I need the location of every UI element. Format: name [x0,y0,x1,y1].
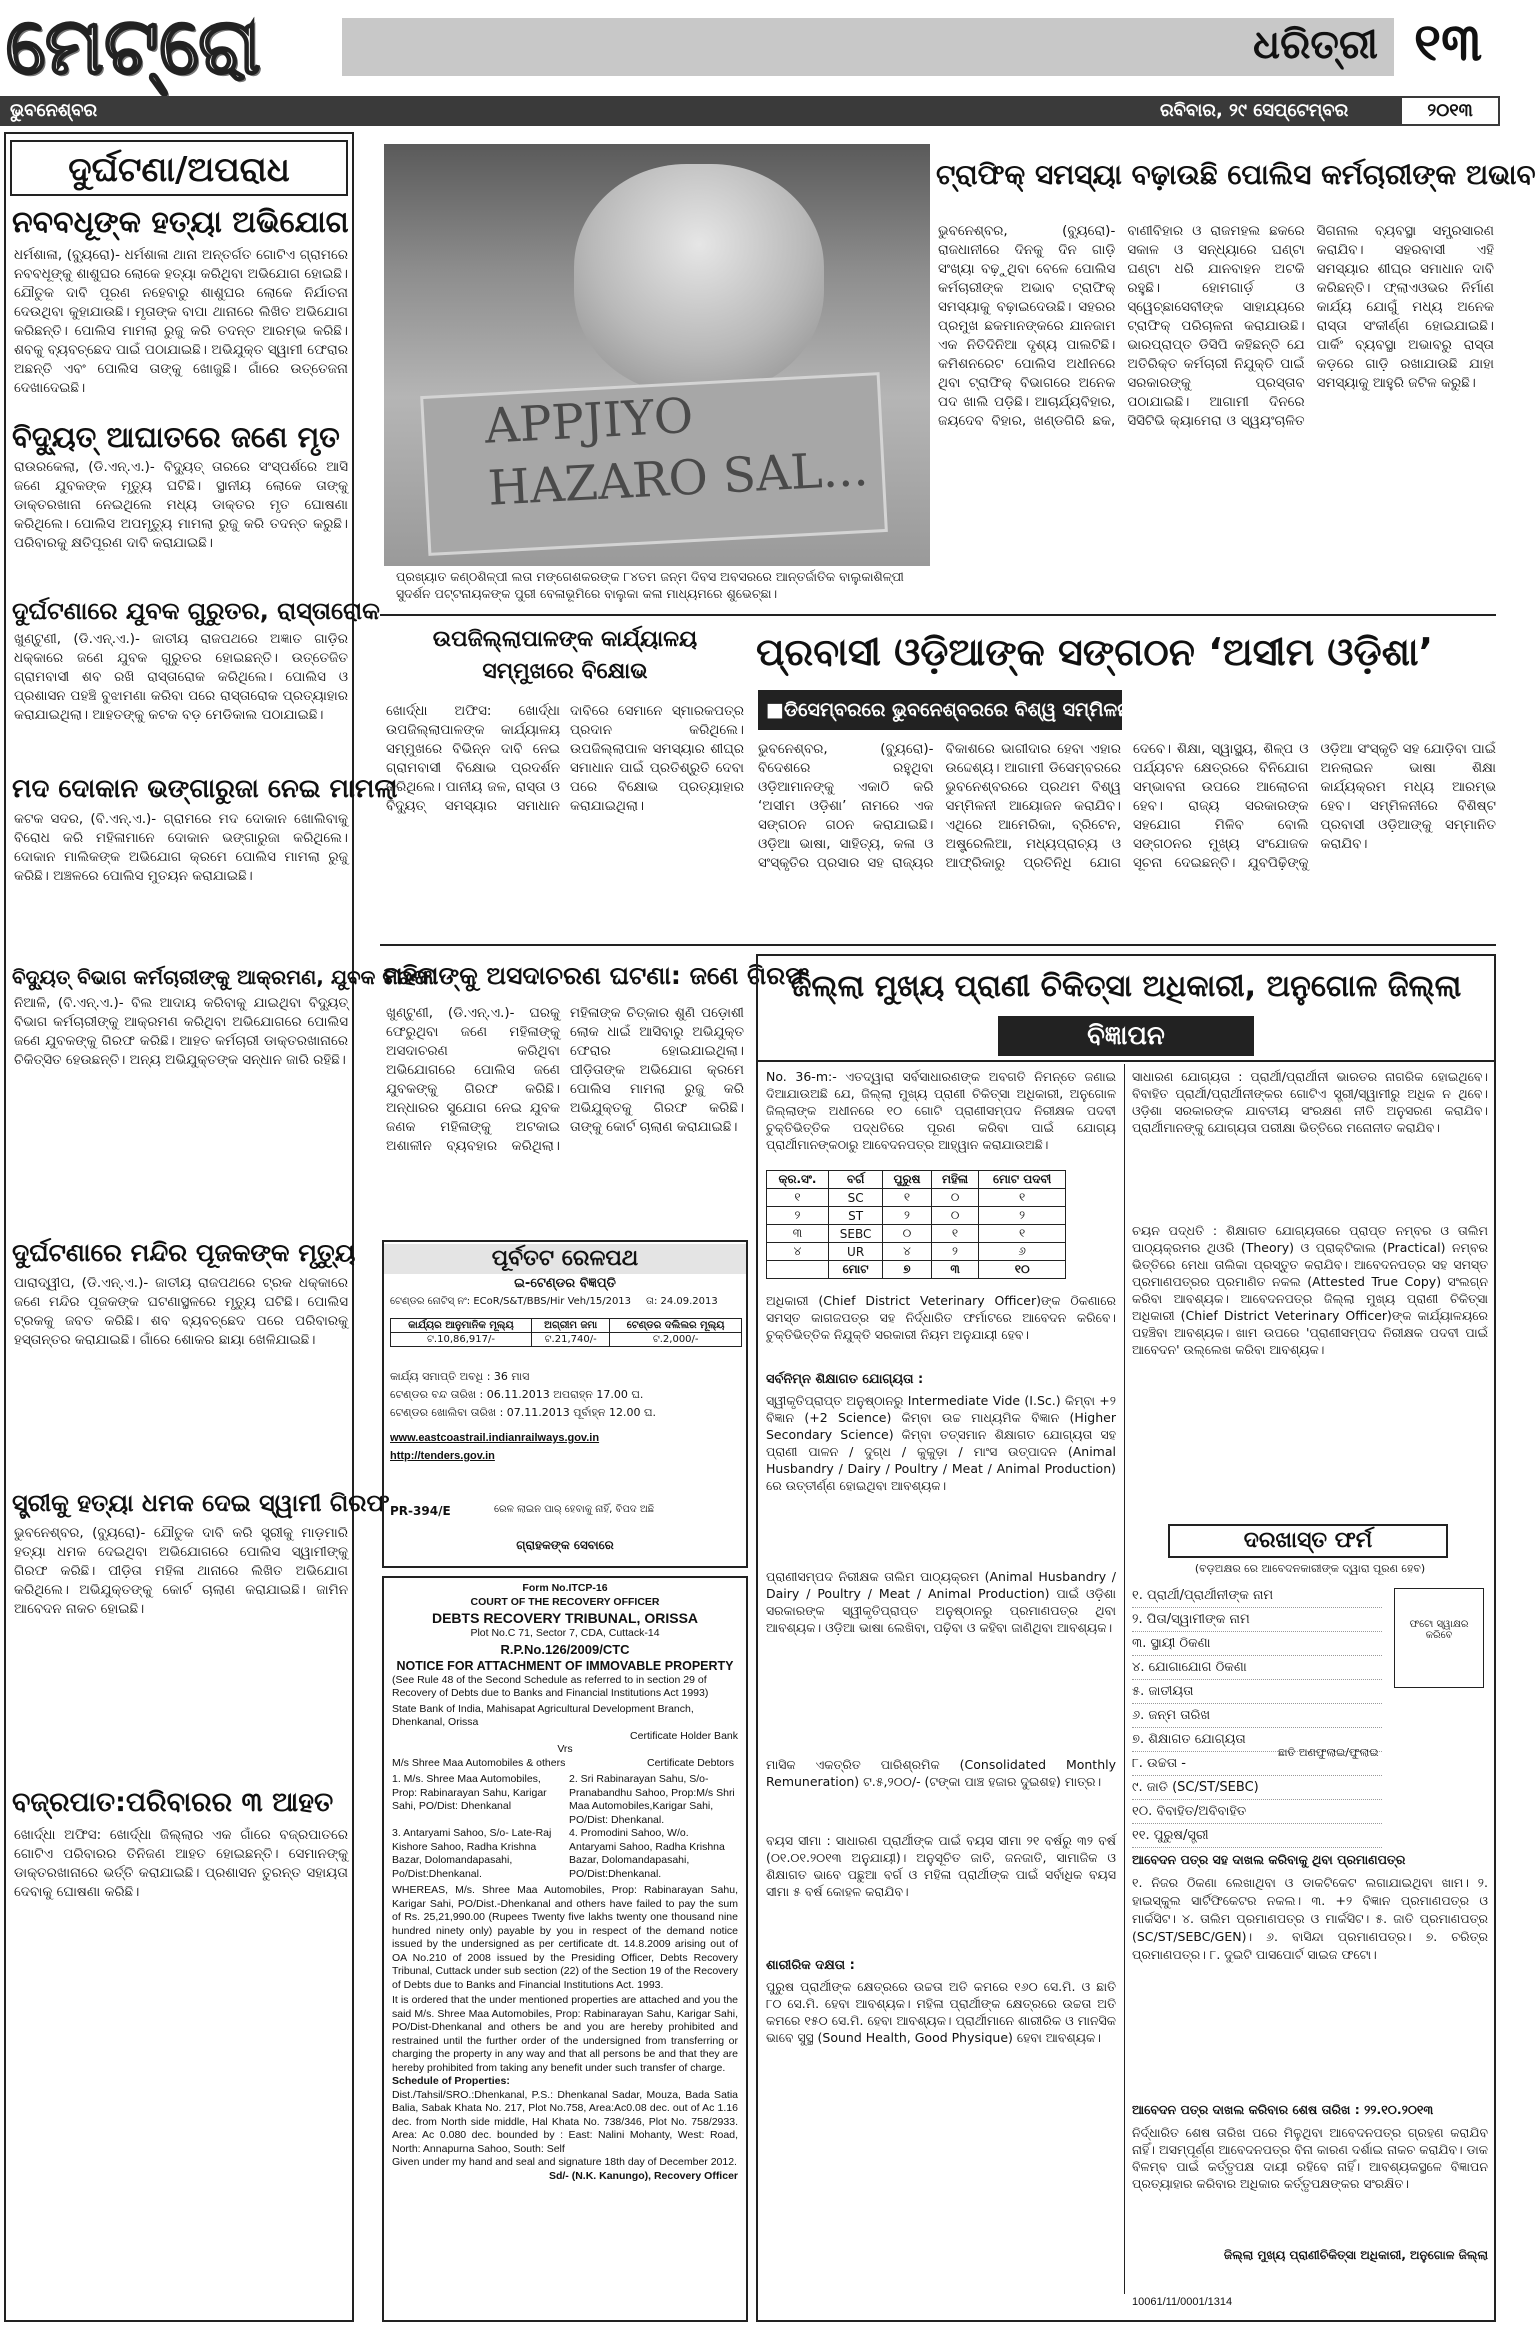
drt-bank: State Bank of India, Mahisapat Agricultural Development Branch, Dhenkanal, Orissa [392,1702,694,1728]
pravasi-subhead: ■ଡିସେମ୍ବରରେ ଭୁବନେଶ୍ବରରେ ବିଶ୍ୱ ସମ୍ମିଳନୀ [758,690,1122,730]
drt-party: 1. M/s. Shree Maa Automobiles, Prop: Rabinarayan Sahu, Karigar Sahi, PO/Dist: Dhenkanal [392,1773,547,1812]
table-cell: ୨ [931,1243,979,1261]
table-row [767,1171,1066,1189]
photo-caption: ପ୍ରଖ୍ୟାତ କଣ୍ଠଶିଳ୍ପୀ ଲତା ମଙ୍ଗେଶକରଙ୍କ ୮୪ତମ ଜନ୍ମ ଦିବସ ଅବସରରେ ଆନ୍ତର୍ଜାତିକ ବାଲୁକାଶିଳ୍ପୀ ସୁଦର୍ଶନ ପଟ୍ଟନାୟକଙ୍କ ପୁରୀ ବେଳାଭୂମିରେ ବାଲୁକା କଳା ମାଧ୍ୟମରେ ଶୁଭେଚ୍ଛା। [396,569,904,601]
story-headline: ଦୁର୍ଘଟଣାରେ ଯୁବକ ଗୁରୁତର, ରାସ୍ତାରୋକ [12,597,380,625]
vet-closing-note: ନିର୍ଦ୍ଧାରିତ ଶେଷ ତାରିଖ ପରେ ମିଳୁଥିବା ଆବେଦନପତ୍ର ଗ୍ରହଣ କରାଯିବ ନାହିଁ। ଅସମ୍ପୂର୍ଣ୍ଣ ଆବେଦନପତ୍ର ବିନା କାରଣ ଦର୍ଶାଇ ନାକଚ କରାଯିବ। ଡାକ ବିଳମ୍ବ ପାଇଁ କର୍ତ୍ତୃପକ୍ଷ ଦାୟୀ ରହିବେ ନାହିଁ। ଆବଶ୍ୟକସ୍ଥଳେ ବିଜ୍ଞାପନ ପ୍ରତ୍ୟାହାର କରିବାର ଅଧିକାର କର୍ତ୍ତୃପକ୍ଷଙ୍କର ସଂରକ୍ଷିତ। [1132,2125,1488,2191]
vet-right-1: ସାଧାରଣ ଯୋଗ୍ୟତା : ପ୍ରାର୍ଥୀ/ପ୍ରାର୍ଥୀନୀ ଭାରତର ନାଗରିକ ହୋଇଥିବେ। ବିବାହିତ ପ୍ରାର୍ଥୀ/ପ୍ରାର୍ଥୀନୀଙ୍କର ଗୋଟିଏ ସ୍ତ୍ରୀ/ସ୍ୱାମୀରୁ ଅଧିକ ନ ଥିବେ। ଓଡ଼ିଶା ସରକାରଙ୍କ ଯାବତୀୟ ସଂରକ୍ଷଣ ନୀତି ଅନୁସରଣ କରାଯିବ। ପ୍ରାର୍ଥୀମାନଙ୍କୁ ଯୋଗ୍ୟତା ପରୀକ୍ଷା ଭିତ୍ତିରେ ମନୋନୀତ କରାଯିବ। [1132,1069,1488,1135]
drt-party: 3. Antaryami Sahoo, S/o- Late-Raj Kishore Sahoo, Radha Krishna Bazar, Dolomandapasahi, Po/Dist:Dhenkanal. [392,1827,552,1880]
vet-physical-title: ଶାରୀରିକ ଦକ୍ଷତା : [766,1958,855,1973]
table-cell: ୭ [883,1261,932,1279]
table-row [767,1225,1066,1243]
drt-vrs: Vrs [557,1743,573,1755]
drt-tribunal: DEBTS RECOVERY TRIBUNAL, ORISSA [431,1610,699,1626]
divider [758,1060,1494,1062]
table-cell: SC [828,1189,882,1207]
website-link[interactable]: http://tenders.gov.in [390,1450,495,1462]
story-body: ନିଆଳି, (ବି.ଏନ୍.ଏ.)- ବିଲ ଆଦାୟ କରିବାକୁ ଯାଇଥିବା ବିଦ୍ୟୁତ୍ ବିଭାଗ କର୍ମଚାରୀଙ୍କୁ ଆକ୍ରମଣ କରିଥିବା ଅଭିଯୋଗରେ ପୋଲିସ ଜଣେ ଯୁବକଙ୍କୁ ଗିରଫ କରିଛି। ଆହତ କର୍ମଚାରୀ ଡାକ୍ତରଖାନାରେ ଚିକିତ୍ସିତ ହେଉଛନ୍ତି। ଅନ୍ୟ ଅଭିଯୁକ୍ତଙ୍କ ସନ୍ଧାନ ଜାରି ରହିଛି। [14,995,348,1068]
drt-given: Given under my hand and seal and signature 18th day of December 2012. [392,2156,737,2168]
story-body: ଖୁଣ୍ଟୁଣୀ, (ଡି.ଏନ୍.ଏ.)- ଜାତୀୟ ରାଜପଥରେ ଅଜ୍ଞାତ ଗାଡ଼ିର ଧକ୍କାରେ ଜଣେ ଯୁବକ ଗୁରୁତର ହୋଇଛନ୍ତି। ଉତ୍ତେଜିତ ଗ୍ରାମବାସୀ ଶବ ରଖି ରାସ୍ତାରୋକ କରିଥିଲେ। ପୋଲିସ ଓ ପ୍ରଶାସନ ପହଞ୍ଚି ବୁଝାମଣା କରିବା ପରେ ରାସ୍ତାରୋକ ପ୍ରତ୍ୟାହାର କରାଯାଇଥିଲା। ଆହତଙ୍କୁ କଟକ ବଡ଼ ମେଡିକାଲ ପଠାଯାଇଛି। [14,631,348,723]
sand-art-photo [384,144,930,566]
paper-title: ମେଟ୍ରୋ [6,2,262,92]
table-header: ବର୍ଗ [828,1171,882,1189]
divider [1124,1064,1125,2294]
chest-label: ଛାତି ଅଣଫୁଲାଇ/ଫୁଲାଇ [1278,1746,1379,1759]
table-row [767,1189,1066,1207]
form-field: ୪. ଯୋଗାଯୋଗ ଠିକଣା [1132,1656,1382,1680]
pravasi-headline: ପ୍ରବାସୀ ଓଡ଼ିଆଙ୍କ ସଙ୍ଗଠନ ‘ଅସୀମ ଓଡ଼ିଶା’ [756,630,1434,674]
tender-table [390,1318,742,1347]
table-cell: ଟ.21,740/- [531,1333,609,1347]
table-cell: ୬ [979,1243,1066,1261]
crime-section-title: ଦୁର୍ଘଟଣା/ଅପରାଧ [10,140,348,196]
drt-address: Plot No.C 71, Sector 7, CDA, Cuttack-14 [470,1627,660,1639]
sign-line-2: HAZARO SAL... [486,440,870,517]
vet-enclosures-title: ଆବେଦନ ପତ୍ର ସହ ଦାଖଲ କରିବାକୁ ଥିବା ପ୍ରମାଣପତ୍ର [1132,1852,1406,1867]
form-field: ୫. ଜାତୀୟତା [1132,1680,1382,1704]
story-headline: ସ୍ତ୍ରୀକୁ ହତ୍ୟା ଧମକ ଦେଇ ସ୍ୱାମୀ ଗିରଫ [12,1489,390,1517]
table-cell [767,1261,829,1279]
story-headline: ବିଦ୍ୟୁତ୍ ଆଘାତରେ ଜଣେ ମୃତ [12,420,340,454]
drt-court: COURT OF THE RECOVERY OFFICER [470,1595,660,1608]
table-cell: ୧ [883,1189,932,1207]
sign-line-1: APPJIYO [483,387,695,455]
table-cell: ୧୦ [979,1261,1066,1279]
sand-sculpture-face [574,164,824,394]
table-cell: ୩ [931,1261,979,1279]
table-row [767,1261,1066,1279]
vet-sign: ଜିଲ୍ଲା ମୁଖ୍ୟ ପ୍ରାଣୀଚିକିତ୍ସା ଅଧିକାରୀ, ଅନୁଗୋଳ ଜିଲ୍ଲା [1223,2248,1488,2262]
story-headline: ମଦ ଦୋକାନ ଭଙ୍ଗାରୁଜା ନେଇ ମାମଲା [12,774,398,804]
story-body: ଧର୍ମଶାଳା, (ବ୍ୟୁରୋ)- ଧର୍ମଶାଳା ଥାନା ଅନ୍ତର୍ଗତ ଗୋଟିଏ ଗ୍ରାମରେ ନବବଧୂଙ୍କୁ ଶାଶୁଘର ଲୋକେ ହତ୍ୟା କରିଥିବା ଅଭିଯୋଗ ହୋଇଛି। ଯୌତୁକ ଦାବି ପୂରଣ ନହେବାରୁ ଶାଶୁଘର ଲୋକେ ନିର୍ଯାତନା ଦେଉଥିବା କୁହାଯାଉଛି। ମୃତାଙ୍କ ବାପା ଥାନାରେ ଲିଖିତ ଅଭିଯୋଗ କରିଛନ୍ତି। ପୋଲିସ ମାମଲା ରୁଜୁ କରି ତଦନ୍ତ ଆରମ୍ଭ କରିଛି। ଶବକୁ ବ୍ୟବଚ୍ଛେଦ ପାଇଁ ପଠାଯାଇଛି। ଅଭିଯୁକ୍ତ ସ୍ୱାମୀ ଫେରାର ଅଛନ୍ତି ଏବଂ ପୋଲିସ ତାଙ୍କୁ ଖୋଜୁଛି। ଗାଁରେ ଉତ୍ତେଜନା ଦେଖାଦେଇଛି। [14,247,348,396]
table-cell: ୧ [767,1189,829,1207]
traffic-headline: ଟ୍ରାଫିକ୍ ସମସ୍ୟା ବଢ଼ାଉଛି ପୋଲିସ କର୍ମଚାରୀଙ୍କ ଅଭାବ [936,158,1536,191]
divider [380,944,1496,946]
vet-para-2: ପ୍ରାଣୀସମ୍ପଦ ନିରୀକ୍ଷକ ତାଲିମ ପାଠ୍ୟକ୍ରମ (Animal Husbandry / Dairy / Poultry / Meat / Animal Production) ପାଇଁ ଓଡ଼ିଶା ସରକାରଙ୍କ ସ୍ୱୀକୃତିପ୍ରାପ୍ତ ଅନୁଷ୍ଠାନରୁ ପ୍ରମାଣପତ୍ର ଥିବା ଆବଶ୍ୟକ। ଓଡ଼ିଆ ଭାଷା ଲେଖିବା, ପଢ଼ିବା ଓ କହିବା ଜାଣିଥିବା ଆବଶ୍ୟକ। [766,1569,1116,1635]
vet-ad-banner: ବିଜ୍ଞାପନ [998,1016,1254,1056]
vet-salary: ମାସିକ ଏକତ୍ରିତ ପାରିଶ୍ରମିକ (Consolidated Monthly Remuneration) ଟ.୫,୨୦୦/- (ଟଙ୍କା ପାଞ୍ଚ ହଜାର ଦୁଇଶହ) ମାତ୍ର। [766,1757,1116,1789]
drt-debtor-name: M/s Shree Maa Automobiles & others [392,1756,566,1769]
protest-headline [384,624,746,694]
vet-intro: No. 36-m:- ଏତଦ୍ୱାରା ସର୍ବସାଧାରଣଙ୍କ ଅବଗତି ନିମନ୍ତେ ଜଣାଇ ଦିଆଯାଉଅଛି ଯେ, ଜିଲ୍ଲା ମୁଖ୍ୟ ପ୍ରାଣୀ ଚିକିତ୍ସା ଅଧିକାରୀ, ଅନୁଗୋଳ ଜିଲ୍ଲାଙ୍କ ଅଧୀନରେ ୧୦ ଗୋଟି ପ୍ରାଣୀସମ୍ପଦ ନିରୀକ୍ଷକ ପଦବୀ ଚୁକ୍ତିଭିତ୍ତିକ ପଦ୍ଧତିରେ ପୂରଣ କରିବା ପାଇଁ ଯୋଗ୍ୟ ପ୍ରାର୍ଥୀମାନଙ୍କଠାରୁ ଆବେଦନପତ୍ର ଆହ୍ୱାନ କରାଯାଉଅଛି। [766,1069,1116,1152]
drt-parties [392,1773,738,1881]
story-headline: ବିଦ୍ୟୁତ୍ ବିଭାଗ କର୍ମଚାରୀଙ୍କୁ ଆକ୍ରମଣ, ଯୁବକ ଗିରଫ [12,965,433,989]
drt-body-2: It is ordered that the under mentioned properties are attached and you the said M/s. Shree Maa Automobiles, Prop: Rabinarayan Sahu, Karigar Sahi, PO/Dist-Dhenkanal and others be and you are hereby prohibited and restrained until the further order of the undersigned from transferring or charging the property in any way and that all persons be and that they are hereby prohibited from taking any benefit under such transfer of charge. [392,1994,738,2074]
table-cell: UR [828,1243,882,1261]
masthead [0,0,1500,95]
sand-sign [420,372,888,556]
vet-para-1: ଅଧିକାରୀ (Chief District Veterinary Officer)ଙ୍କ ଠିକଣାରେ ସମସ୍ତ କାଗଜପତ୍ର ସହ ନିର୍ଦ୍ଧାରିତ ଫର୍ମାଟରେ ଆବେଦନ କରିବେ। ଚୁକ୍ତିଭିତ୍ତିକ ନିଯୁକ୍ତି ସରକାରୀ ନିୟମ ଅନୁଯାୟୀ ହେବ। [766,1293,1116,1342]
table-cell: ୧ [931,1225,979,1243]
tender-number: ଟେଣ୍ଡର ନୋଟିସ୍ ନଂ: ECoR/S&T/BBS/Hir Veh/15/2013 [390,1296,632,1307]
drt-body: WHEREAS, M/s. Shree Maa Automobiles, Prop: Rabinarayan Sahu, Karigar Sahi, PO/Dist.-Dhenkanal and others have failed to pay the sum of Rs. 25,21,990.00 (Rupees Twenty five lakhs twenty one thousand nine hundred ninety only) payable by you in respect of the demand notice issued by the undersigned as per certificate dt. 14.8.2009 arising out of OA No.210 of 2008 issued by the Presiding Officer, Debts Recovery Tribunal, Cuttack under sub section (22) of the Section 19 of the Recovery of Debts due to Banks and Financial Institutions Act. 1993. [392,1884,738,1991]
website-link[interactable]: www.eastcoastrail.indianrailways.gov.in [390,1432,600,1444]
vet-form-fields [1132,1584,1382,1848]
vet-physical: ପୁରୁଷ ପ୍ରାର୍ଥୀଙ୍କ କ୍ଷେତ୍ରରେ ଉଚ୍ଚତା ଅତି କମରେ ୧୬୦ ସେ.ମି. ଓ ଛାତି ୮୦ ସେ.ମି. ହେବା ଆବଶ୍ୟକ। ମହିଳା ପ୍ରାର୍ଥୀଙ୍କ କ୍ଷେତ୍ରରେ ଉଚ୍ଚତା ଅତି କମରେ ୧୫୦ ସେ.ମି. ହେବା ଆବଶ୍ୟକ। ପ୍ରାର୍ଥୀମାନେ ଶାରୀରିକ ଓ ମାନସିକ ଭାବେ ସୁସ୍ଥ (Sound Health, Good Physique) ହେବା ଆବଶ୍ୟକ। [766,1979,1116,2045]
story-body: ଭୁବନେଶ୍ବର, (ବ୍ୟୁରୋ)- ଯୌତୁକ ଦାବି କରି ସ୍ତ୍ରୀକୁ ମାଡ଼ମାରି ହତ୍ୟା ଧମକ ଦେଇଥିବା ଅଭିଯୋଗରେ ପୋଲିସ ସ୍ୱାମୀଙ୍କୁ ଗିରଫ କରିଛି। ପୀଡ଼ିତା ମହିଳା ଥାନାରେ ଲିଖିତ ଅଭିଯୋଗ କରିଥିଲେ। ଅଭିଯୁକ୍ତଙ୍କୁ କୋର୍ଟ ଚାଲାଣ କରାଯାଇଛି। ଜାମିନ ଆବେଦନ ନାକଚ ହୋଇଛି। [14,1525,348,1617]
woman-body: ଖୁଣ୍ଟୁଣୀ, (ଡି.ଏନ୍.ଏ.)- ଘରକୁ ଫେରୁଥିବା ଜଣେ ମହିଳାଙ୍କୁ ଅସଦାଚରଣ କରିଥିବା ଅଭିଯୋଗରେ ପୋଲିସ ଜଣେ ଯୁବକଙ୍କୁ ଗିରଫ କରିଛି। ଅନ୍ଧାରର ସୁଯୋଗ ନେଇ ଯୁବକ ଜଣକ ମହିଳାଙ୍କୁ ଅଟକାଇ ଅଶାଳୀନ ବ୍ୟବହାର କରିଥିଲା। ମହିଳାଙ୍କ ଚିତ୍କାର ଶୁଣି ପଡ଼ୋଶୀ ଲୋକ ଧାଇଁ ଆସିବାରୁ ଅଭିଯୁକ୍ତ ଫେରାର ହୋଇଯାଇଥିଲା। ପୀଡ଼ିତାଙ୍କ ଅଭିଯୋଗ କ୍ରମେ ପୋଲିସ ମାମଲା ରୁଜୁ କରି ଅଭିଯୁକ୍ତକୁ ଗିରଫ କରିଛି। ତାଙ୍କୁ କୋର୍ଟ ଚାଲାଣ କରାଯାଇଛି। [386,1005,744,1154]
table-cell: SEBC [828,1225,882,1243]
traffic-body: ଭୁବନେଶ୍ବର, (ବ୍ୟୁରୋ)- ରାଜଧାନୀରେ ଦିନକୁ ଦିନ ଗାଡ଼ି ସଂଖ୍ୟା ବଢ଼ୁଥିବା ବେଳେ ପୋଲିସ କର୍ମଚାରୀଙ୍କ ଅଭାବ ଟ୍ରାଫିକ୍ ସମସ୍ୟାକୁ ବଢ଼ାଇଦେଉଛି। ସହରର ପ୍ରମୁଖ ଛକମାନଙ୍କରେ ଯାନଜାମ ଏକ ନିତିଦିନିଆ ଦୃଶ୍ୟ ପାଲଟିଛି। କମିଶନରେଟ ପୋଲିସ ଅଧୀନରେ ଥିବା ଟ୍ରାଫିକ୍ ବିଭାଗରେ ଅନେକ ପଦ ଖାଲି ପଡ଼ିଛି। ଆଚାର୍ଯ୍ୟବିହାର, ଜୟଦେବ ବିହାର, ଖଣ୍ଡଗିରି ଛକ, ବାଣୀବିହାର ଓ ରାଜମହଲ ଛକରେ ସକାଳ ଓ ସନ୍ଧ୍ୟାରେ ଘଣ୍ଟା ଘଣ୍ଟା ଧରି ଯାନବାହନ ଅଟକି ରହୁଛି। ହୋମଗାର୍ଡ଼ ଓ ସ୍ୱେଚ୍ଛାସେବୀଙ୍କ ସାହାଯ୍ୟରେ ଟ୍ରାଫିକ୍ ପରିଚାଳନା କରାଯାଉଛି। ଭାରପ୍ରାପ୍ତ ଡିସିପି କହିଛନ୍ତି ଯେ ଅତିରିକ୍ତ କର୍ମଚାରୀ ନିଯୁକ୍ତି ପାଇଁ ସରକାରଙ୍କୁ ପ୍ରସ୍ତାବ ପଠାଯାଇଛି। ଆଗାମୀ ଦିନରେ ସିସିଟିଭି କ୍ୟାମେରା ଓ ସ୍ୱୟଂଚାଳିତ ସିଗନାଲ ବ୍ୟବସ୍ଥା ସମ୍ପ୍ରସାରଣ କରାଯିବ। ସହରବାସୀ ଏହି ସମସ୍ୟାର ଶୀଘ୍ର ସମାଧାନ ଦାବି କରିଛନ୍ତି। ଫ୍ଲାଏଓଭର ନିର୍ମାଣ କାର୍ଯ୍ୟ ଯୋଗୁଁ ମଧ୍ୟ ଅନେକ ରାସ୍ତା ସଂକୀର୍ଣ୍ଣ ହୋଇଯାଇଛି। ପାର୍କିଂ ବ୍ୟବସ୍ଥା ଅଭାବରୁ ରାସ୍ତା କଡ଼ରେ ଗାଡ଼ି ରଖାଯାଉଛି ଯାହା ସମସ୍ୟାକୁ ଆହୁରି ଜଟିଳ କରୁଛି। [938,223,1494,429]
vet-ref: 10061/11/0001/1314 [1132,2296,1233,2308]
story-body: ପାରାଦ୍ୱୀପ, (ଡି.ଏନ୍.ଏ.)- ଜାତୀୟ ରାଜପଥରେ ଟ୍ରକ ଧକ୍କାରେ ଜଣେ ମନ୍ଦିର ପୂଜକଙ୍କ ଘଟଣାସ୍ଥଳରେ ମୃତ୍ୟୁ ଘଟିଛି। ପୋଲିସ ଟ୍ରକକୁ ଜବତ କରିଛି। ଶବ ବ୍ୟବଚ୍ଛେଦ ପରେ ପରିବାରକୁ ହସ୍ତାନ୍ତର କରାଯାଇଛି। ଗାଁରେ ଶୋକର ଛାୟା ଖେଳିଯାଇଛି। [14,1275,348,1348]
table-cell: ୩ [767,1225,829,1243]
section-band [342,18,1394,76]
table-cell: ୦ [931,1207,979,1225]
railway-footer: ରେଳ ଲାଇନ ପାର୍ ହେବାକୁ ନାହିଁ, ବିପଦ ଅଛି [494,1504,655,1515]
form-field: ୬. ଜନ୍ମ ତାରିଖ [1132,1704,1382,1728]
table-header: ଟେଣ୍ଡର ଦଲିଲର ମୂଲ୍ୟ [610,1319,742,1333]
table-row [767,1243,1066,1261]
protest-headline-line1: ଉପଜିଲ୍ଲାପାଳଙ୍କ କାର୍ଯ୍ୟାଳୟ [432,627,698,652]
protest-body: ଖୋର୍ଦ୍ଧା ଅଫିସ: ଖୋର୍ଦ୍ଧା ଉପଜିଲ୍ଲାପାଳଙ୍କ କାର୍ଯ୍ୟାଳୟ ସମ୍ମୁଖରେ ବିଭିନ୍ନ ଦାବି ନେଇ ଗ୍ରାମବାସୀ ବିକ୍ଷୋଭ ପ୍ରଦର୍ଶନ କରିଥିଲେ। ପାନୀୟ ଜଳ, ରାସ୍ତା ଓ ବିଦ୍ୟୁତ୍ ସମସ୍ୟାର ସମାଧାନ ଦାବିରେ ସେମାନେ ସ୍ମାରକପତ୍ର ପ୍ରଦାନ କରିଥିଲେ। ଉପଜିଲ୍ଲାପାଳ ସମସ୍ୟାର ଶୀଘ୍ର ସମାଧାନ ପାଇଁ ପ୍ରତିଶ୍ରୁତି ଦେବା ପରେ ବିକ୍ଷୋଭ ପ୍ରତ୍ୟାହାର କରାଯାଇଥିଲା। [386,703,744,814]
table-cell: ୪ [883,1243,932,1261]
story-body: ରାଉରକେଲା, (ଡି.ଏନ୍.ଏ.)- ବିଦ୍ୟୁତ୍ ତାରରେ ସଂସ୍ପର୍ଶରେ ଆସି ଜଣେ ଯୁବକଙ୍କ ମୃତ୍ୟୁ ଘଟିଛି। ସ୍ଥାନୀୟ ଲୋକେ ତାଙ୍କୁ ଡାକ୍ତରଖାନା ନେଇଥିଲେ ମଧ୍ୟ ଡାକ୍ତର ମୃତ ଘୋଷଣା କରିଥିଲେ। ପୋଲିସ ଅପମୃତ୍ୟୁ ମାମଲା ରୁଜୁ କରି ତଦନ୍ତ କରୁଛି। ପରିବାରକୁ କ୍ଷତିପୂରଣ ଦାବି କରାଯାଇଛି। [14,459,348,551]
tender-date: ତା: 24.09.2013 [646,1296,718,1307]
vet-ad-title: ଜିଲ୍ଲା ମୁଖ୍ୟ ପ୍ରାଣୀ ଚିକିତ୍ସା ଅଧିକାରୀ, ଅନୁଗୋଳ ଜିଲ୍ଲା [790,969,1462,1004]
vet-form-sub: (ବଡ଼ଅକ୍ଷର ରେ ଆବେଦନକାରୀଙ୍କ ଦ୍ୱାରା ପୂରଣ ହେବ) [1194,1562,1426,1575]
drt-notice-title: NOTICE FOR ATTACHMENT OF IMMOVABLE PROPERTY [396,1658,734,1673]
table-row [391,1333,742,1347]
table-header: ମହିଳା [931,1171,979,1189]
city-label: ଭୁବନେଶ୍ବର [10,100,98,121]
railway-subtitle: ଇ-ଟେଣ୍ଡର ବିଜ୍ଞପ୍ତି [514,1276,616,1291]
table-cell: ୨ [979,1207,1066,1225]
year-label: ୨୦୧୩ [1400,96,1500,126]
woman-headline: ମହିଳାଙ୍କୁ ଅସଦାଚରଣ ଘଟଣା: ଜଣେ ଗିରଫ [384,961,810,990]
page-number: ୧୩ [1400,8,1496,78]
completion-period: କାର୍ଯ୍ୟ ସମାପ୍ତି ଅବଧି : 36 ମାସ [390,1370,530,1383]
drt-schedule: Dist./Tahsil/SRO.:Dhenkanal, P.S.: Dhenkanal Sadar, Mouza, Bada Satia Balia, Sabak Khata No. 217, Plot No.758, Area:Ac0.08 dec. out of Ac 1.16 dec. from North side middle, Hal Khata No. 738/346, Plot No. 758/2933. Area: Ac 0.080 dec. bounded by : East: Nalini Mohanty, West: Road, North: Annapurna Sahoo, South: Self [392,2088,738,2155]
drt-form: Form No.ITCP-16 [522,1582,608,1594]
drt-rp: R.P.No.126/2009/CTC [500,1641,630,1657]
drt-holder: Certificate Holder Bank [630,1729,738,1742]
form-field: ୮. ଉଚ୍ଚତା - [1132,1752,1382,1776]
vet-form-title: ଦରଖାସ୍ତ ଫର୍ମ [1168,1524,1448,1558]
vet-right-2: ଚୟନ ପଦ୍ଧତି : ଶିକ୍ଷାଗତ ଯୋଗ୍ୟତାରେ ପ୍ରାପ୍ତ ନମ୍ବର ଓ ତାଲିମ ପାଠ୍ୟକ୍ରମର ଥିଓରି (Theory) ଓ ପ୍ରାକ୍ଟିକାଲ (Practical) ନମ୍ବର ଭିତ୍ତିରେ ମେଧା ତାଲିକା ପ୍ରସ୍ତୁତ କରାଯିବ। ଆବେଦନପତ୍ର ସହ ସମସ୍ତ ପ୍ରମାଣପତ୍ରର ପ୍ରମାଣିତ ନକଲ (Attested True Copy) ସଂଲଗ୍ନ କରିବା ଆବଶ୍ୟକ। ଆବେଦନପତ୍ର ଜିଲ୍ଲା ମୁଖ୍ୟ ପ୍ରାଣୀ ଚିକିତ୍ସା ଅଧିକାରୀ (Chief District Veterinary Officer)ଙ୍କ କାର୍ଯ୍ୟାଳୟରେ ପହଞ୍ଚିବା ଆବଶ୍ୟକ। ଖାମ ଉପରେ 'ପ୍ରାଣୀସମ୍ପଦ ନିରୀକ୍ଷକ ପଦବୀ ପାଇଁ ଆବେଦନ' ଉଲ୍ଲେଖ କରିବା ଆବଶ୍ୟକ। [1132,1223,1488,1357]
drt-party: 2. Sri Rabinarayan Sahu, S/o- Pranabandhu Sahoo, Prop:M/s Shri Maa Automobiles,Karigar Sahi, PO/Dist: Dhenkanal. [569,1773,735,1826]
vet-enclosures: ୧. ନିଜର ଠିକଣା ଲେଖାଥିବା ଓ ଡାକଟିକେଟ ଲଗାଯାଇଥିବା ଖାମ। ୨. ହାଇସ୍କୁଲ ସାର୍ଟିଫିକେଟର ନକଲ। ୩. +୨ ବିଜ୍ଞାନ ପ୍ରମାଣପତ୍ର ଓ ମାର୍କସିଟ। ୪. ତାଲିମ ପ୍ରମାଣପତ୍ର ଓ ମାର୍କସିଟ। ୫. ଜାତି ପ୍ରମାଣପତ୍ର (SC/ST/SEBC/GEN)। ୬. ବାସିନ୍ଦା ପ୍ରମାଣପତ୍ର। ୭. ଚରିତ୍ର ପ୍ରମାଣପତ୍ର। ୮. ଦୁଇଟି ପାସପୋର୍ଟ ସାଇଜ ଫଟୋ। [1132,1875,1488,1962]
vet-post-table [766,1170,1066,1279]
story-body: ଖୋର୍ଦ୍ଧା ଅଫିସ: ଖୋର୍ଦ୍ଧା ଜିଲ୍ଲାର ଏକ ଗାଁରେ ବଜ୍ରପାତରେ ଗୋଟିଏ ପରିବାରର ତିନିଜଣ ଆହତ ହୋଇଛନ୍ତି। ସେମାନଙ୍କୁ ଡାକ୍ତରଖାନାରେ ଭର୍ତ୍ତି କରାଯାଇଛି। ପ୍ରଶାସନ ତୁରନ୍ତ ସହାୟତା ଦେବାକୁ ଘୋଷଣା କରିଛି। [14,1827,348,1900]
divider [380,614,1496,616]
form-field: ୧୦. ବିବାହିତ/ଅବିବାହିତ [1132,1800,1382,1824]
form-field: ୭. ଶିକ୍ଷାଗତ ଯୋଗ୍ୟତା [1132,1728,1382,1752]
railway-slogan: ଗ୍ରାହକଙ୍କ ସେବାରେ [516,1538,614,1552]
drt-schedule-title: Schedule of Properties: [392,2075,510,2087]
drt-party: 4. Promodini Sahoo, W/o. Antaryami Sahoo, Radha Krishna Bazar, Dolomandapasahi, PO/Dist:Dhenkanal. [569,1827,725,1880]
table-cell: ୨ [767,1207,829,1225]
story-headline: ନବବଧୂଙ୍କ ହତ୍ୟା ଅଭିଯୋଗ [12,205,349,240]
drt-rule: (See Rule 48 of the Second Schedule as referred to in section 29 of Recovery of Debts due to Banks and Financial Institutions Act 1993) [392,1673,709,1699]
railway-org: ପୂର୍ବତଟ ରେଳପଥ [384,1244,746,1274]
story-headline: ବଜ୍ରପାତ:ପରିବାରର ୩ ଆହତ [12,1787,334,1818]
drt-debtors-label: Certificate Debtors [647,1756,734,1769]
table-row [767,1207,1066,1225]
railway-tender-ad [382,1240,748,1568]
table-cell: ୧ [979,1189,1066,1207]
protest-headline-line2: ସମ୍ମୁଖରେ ବିକ୍ଷୋଭ [482,659,648,684]
date-strip [0,96,1500,126]
date-label: ରବିବାର, ୨୯ ସେପ୍ଟେମ୍ବର [1160,100,1349,121]
tender-closing: ଟେଣ୍ଡର ବନ୍ଦ ତାରିଖ : 06.11.2013 ଅପରାହ୍ନ 17.00 ଘ. [390,1388,644,1401]
section-name: ଧରିତ୍ରୀ [1253,22,1378,68]
table-cell: ୪ [767,1243,829,1261]
drt-notice [382,1576,748,2322]
table-cell: ମୋଟ [828,1261,882,1279]
story-headline: ଦୁର୍ଘଟଣାରେ ମନ୍ଦିର ପୂଜକଙ୍କ ମୃତ୍ୟୁ [12,1238,356,1267]
table-row [391,1319,742,1333]
table-cell: ଟ.2,000/- [610,1333,742,1347]
form-field: ୩. ସ୍ଥାୟୀ ଠିକଣା [1132,1632,1382,1656]
form-field: ୯. ଜାତି (SC/ST/SEBC) [1132,1776,1382,1800]
table-cell: ୦ [931,1189,979,1207]
story-body: କଟକ ସଦର, (ବି.ଏନ୍.ଏ.)- ଗ୍ରାମରେ ମଦ ଦୋକାନ ଖୋଲିବାକୁ ବିରୋଧ କରି ମହିଳାମାନେ ଦୋକାନ ଭଙ୍ଗାରୁଜା କରିଥିଲେ। ଦୋକାନ ମାଲିକଙ୍କ ଅଭିଯୋଗ କ୍ରମେ ପୋଲିସ ମାମଲା ରୁଜୁ କରିଛି। ଅଞ୍ଚଳରେ ପୋଲିସ ମୁତୟନ କରାଯାଇଛି। [14,811,348,884]
vet-recruitment-ad [756,954,1496,2322]
form-field: ୧୧. ପୁରୁଷ/ସ୍ତ୍ରୀ [1132,1824,1382,1848]
vet-last-date: ଆବେଦନ ପତ୍ର ଦାଖଲ କରିବାର ଶେଷ ତାରିଖ : ୨୨.୧୦.୨୦୧୩ [1132,2102,1434,2117]
table-header: ପୁରୁଷ [883,1171,932,1189]
photo-box: ଫଟୋ ସ୍ୱାକ୍ଷର କରିବେ [1394,1588,1484,1688]
table-header: ମୋଟ ପଦବୀ [979,1171,1066,1189]
railway-ref: PR-394/E [390,1504,451,1518]
vet-age: ବୟସ ସୀମା : ସାଧାରଣ ପ୍ରାର୍ଥୀଙ୍କ ପାଇଁ ବୟସ ସୀମା ୨୧ ବର୍ଷରୁ ୩୨ ବର୍ଷ (୦୧.୦୧.୨୦୧୩ ଅନୁଯାୟୀ)। ଅନୁସୂଚିତ ଜାତି, ଜନଜାତି, ସାମାଜିକ ଓ ଶିକ୍ଷାଗତ ଭାବେ ପଛୁଆ ବର୍ଗ ଓ ମହିଳା ପ୍ରାର୍ଥୀଙ୍କ ପାଇଁ ସର୍ବାଧିକ ବୟସ ସୀମା ୫ ବର୍ଷ କୋହଳ କରାଯିବ। [766,1833,1116,1899]
pravasi-body: ଭୁବନେଶ୍ବର, (ବ୍ୟୁରୋ)- ବିଦେଶରେ ରହୁଥିବା ଓଡ଼ିଆମାନଙ୍କୁ ଏକାଠି କରି ‘ଅସୀମ ଓଡ଼ିଶା’ ନାମରେ ଏକ ସଙ୍ଗଠନ ଗଠନ କରାଯାଇଛି। ଓଡ଼ିଆ ଭାଷା, ସାହିତ୍ୟ, କଳା ଓ ସଂସ୍କୃତିର ପ୍ରସାର ସହ ରାଜ୍ୟର ବିକାଶରେ ଭାଗୀଦାର ହେବା ଏହାର ଉଦ୍ଦେଶ୍ୟ। ଆଗାମୀ ଡିସେମ୍ବରରେ ଭୁବନେଶ୍ବରରେ ପ୍ରଥମ ବିଶ୍ୱ ସମ୍ମିଳନୀ ଆୟୋଜନ କରାଯିବ। ଏଥିରେ ଆମେରିକା, ବ୍ରିଟେନ, ଅଷ୍ଟ୍ରେଲିଆ, ମଧ୍ୟପ୍ରାଚ୍ୟ ଓ ଆଫ୍ରିକାରୁ ପ୍ରତିନିଧି ଯୋଗ ଦେବେ। ଶିକ୍ଷା, ସ୍ୱାସ୍ଥ୍ୟ, ଶିଳ୍ପ ଓ ପର୍ଯ୍ୟଟନ କ୍ଷେତ୍ରରେ ବିନିଯୋଗ ସମ୍ଭାବନା ଉପରେ ଆଲୋଚନା ହେବ। ରାଜ୍ୟ ସରକାରଙ୍କ ସହଯୋଗ ମିଳିବ ବୋଲି ସଙ୍ଗଠନର ମୁଖ୍ୟ ସଂଯୋଜକ ସୂଚନା ଦେଇଛନ୍ତି। ଯୁବପିଢ଼ିଙ୍କୁ ଓଡ଼ିଆ ସଂସ୍କୃତି ସହ ଯୋଡ଼ିବା ପାଇଁ ଅନଲାଇନ ଭାଷା ଶିକ୍ଷା କାର୍ଯ୍ୟକ୍ରମ ମଧ୍ୟ ଆରମ୍ଭ ହେବ। ସମ୍ମିଳନୀରେ ବିଶିଷ୍ଟ ପ୍ରବାସୀ ଓଡ଼ିଆଙ୍କୁ ସମ୍ମାନିତ କରାଯିବ। [758,741,1496,871]
table-header: କ୍ର.ସଂ. [767,1171,829,1189]
tender-opening: ଟେଣ୍ଡର ଖୋଲିବା ତାରିଖ : 07.11.2013 ପୂର୍ବାହ୍ନ 12.00 ଘ. [390,1406,656,1419]
table-header: ଅଗ୍ରୀମ ଜମା [531,1319,609,1333]
vet-qual-title: ସର୍ବନିମ୍ନ ଶିକ୍ଷାଗତ ଯୋଗ୍ୟତା : [766,1372,924,1387]
form-field: ୨. ପିତା/ସ୍ୱାମୀଙ୍କ ନାମ [1132,1608,1382,1632]
drt-sign: Sd/- (N.K. Kanungo), Recovery Officer [548,2169,738,2182]
form-field: ୧. ପ୍ରାର୍ଥୀ/ପ୍ରାର୍ଥୀନୀଙ୍କ ନାମ [1132,1584,1382,1608]
table-header: କାର୍ଯ୍ୟର ଆନୁମାନିକ ମୂଲ୍ୟ [391,1319,532,1333]
table-cell: ୦ [883,1225,932,1243]
table-cell: ST [828,1207,882,1225]
table-cell: ୨ [883,1207,932,1225]
table-cell: ୧ [979,1225,1066,1243]
table-cell: ଟ.10,86,917/- [391,1333,532,1347]
vet-qual: ସ୍ୱୀକୃତିପ୍ରାପ୍ତ ଅନୁଷ୍ଠାନରୁ Intermediate Vide (I.Sc.) କିମ୍ବା +୨ ବିଜ୍ଞାନ (+2 Science) କିମ୍ବା ଉଚ୍ଚ ମାଧ୍ୟମିକ ବିଜ୍ଞାନ (Higher Secondary Science) କିମ୍ବା ତତ୍ସମାନ ଶିକ୍ଷାଗତ ଯୋଗ୍ୟତା ସହ ପ୍ରାଣୀ ପାଳନ / ଦୁଗ୍ଧ / କୁକୁଡ଼ା / ମାଂସ ଉତ୍ପାଦନ (Animal Husbandry / Dairy / Poultry / Meat / Animal Production) ରେ ଉତ୍ତୀର୍ଣ୍ଣ ହୋଇଥିବା ଆବଶ୍ୟକ। [766,1393,1116,1493]
